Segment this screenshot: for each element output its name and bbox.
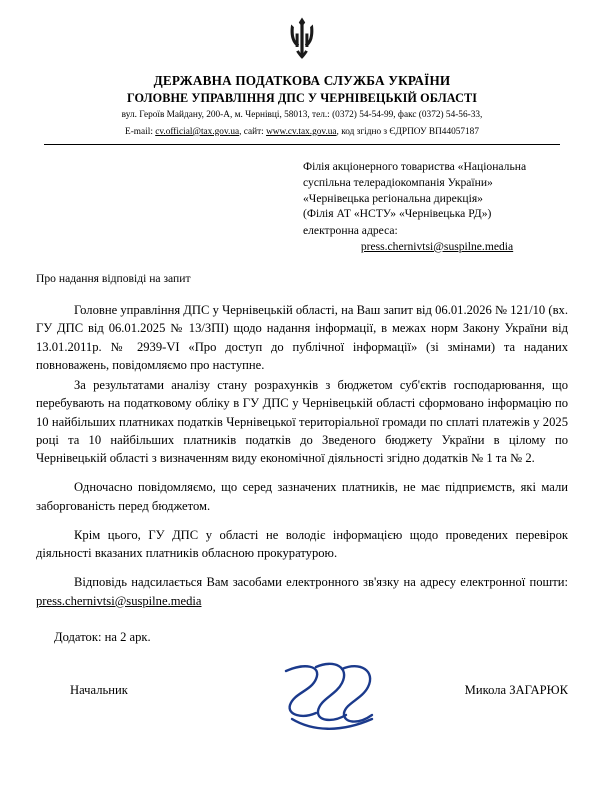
paragraph-2: За результатами аналізу стану розрахунків з бюджетом суб'єктів господарювання, що перебувають на податковому обліку в ГУ ДПС у Чернівецькій області сформовано інформацію по 10 найбільших платниках податків Чернівецької територіальної громади по сплаті платежів у 2025 році та 10 найбільших платників податків до Зведеного бюджету України в цілому по Чернівецькій області з визначенням виду економічної діяльності згідно додатків № 1 та № 2.: [36, 378, 568, 466]
addressee-block: [303, 159, 571, 254]
signer-title: Начальник: [70, 682, 128, 697]
signer-name: Микола ЗАГАРЮК: [464, 682, 568, 697]
addressee-line-4: (Філія АТ «НСТУ» «Чернівецька РД»): [303, 207, 492, 221]
addressee-line-1: Філія акціонерного товариства «Національна: [303, 160, 527, 174]
paragraph-5: [36, 573, 568, 610]
paragraph-3: Одночасно повідомляємо, що серед зазначених платників, не має підприємств, які мали заборгованість перед бюджетом.: [36, 480, 568, 513]
letterhead: [0, 73, 604, 145]
handwritten-signature-icon: [276, 653, 386, 737]
edrpou-code: , код згідно з ЄДРПОУ ВП44057187: [336, 126, 479, 137]
email-label: E-mail:: [125, 126, 156, 137]
address-line: вул. Героїв Майдану, 200-А, м. Чернівці, 58013, тел.: (0372) 54-54-99, факс (0372) 54-56-33,: [121, 110, 483, 121]
office-email[interactable]: cv.official@tax.gov.ua: [155, 126, 240, 137]
site-label: , сайт:: [239, 126, 267, 137]
addressee-email[interactable]: press.chernivtsi@suspilne.media: [360, 239, 514, 253]
office-website[interactable]: www.cv.tax.gov.ua: [266, 126, 337, 137]
ukrainian-trident-coat-of-arms-icon: [285, 16, 319, 62]
emblem-container: [0, 0, 604, 67]
addressee-email-label: електронна адреса:: [303, 223, 398, 237]
subject-line: Про надання відповіді на запит: [36, 272, 191, 286]
letterhead-divider: [44, 144, 560, 145]
paragraph-4: Крім цього, ГУ ДПС у області не володіє інформацією щодо проведених перевірок діяльності вказаних платників обласною прокуратурою.: [36, 527, 568, 561]
paragraph-1: Головне управління ДПС у Чернівецькій області, на Ваш запит від 06.01.2026 № 121/10 (вх. ГУ ДПС від 06.01.2025 № 13/ЗПІ) щодо надання інформації, в межах норм Закону України від 13.01.2011р. № 2939-VI «Про доступ до публічної інформації» (зі змінами) та наданих повноважень, повідомляємо про наступне.: [36, 303, 568, 372]
attachment-note: Додаток: на 2 арк.: [54, 629, 151, 644]
signature-block: [0, 671, 604, 731]
letter-body: [0, 301, 604, 610]
addressee-line-2: суспільна телерадіокомпанія України»: [303, 175, 493, 189]
paragraph-5-text: Відповідь надсилається Вам засобами електронного зв'язку на адресу електронної пошти:: [74, 575, 568, 590]
organization-name: ДЕРЖАВНА ПОДАТКОВА СЛУЖБА УКРАЇНИ: [153, 73, 451, 88]
reply-email[interactable]: press.chernivtsi@suspilne.media: [36, 593, 202, 608]
contacts-line: [40, 126, 564, 139]
addressee-line-3: «Чернівецька регіональна дирекція»: [303, 191, 483, 205]
department-name: ГОЛОВНЕ УПРАВЛІННЯ ДПС У ЧЕРНІВЕЦЬКІЙ ОБЛАСТІ: [126, 90, 478, 105]
